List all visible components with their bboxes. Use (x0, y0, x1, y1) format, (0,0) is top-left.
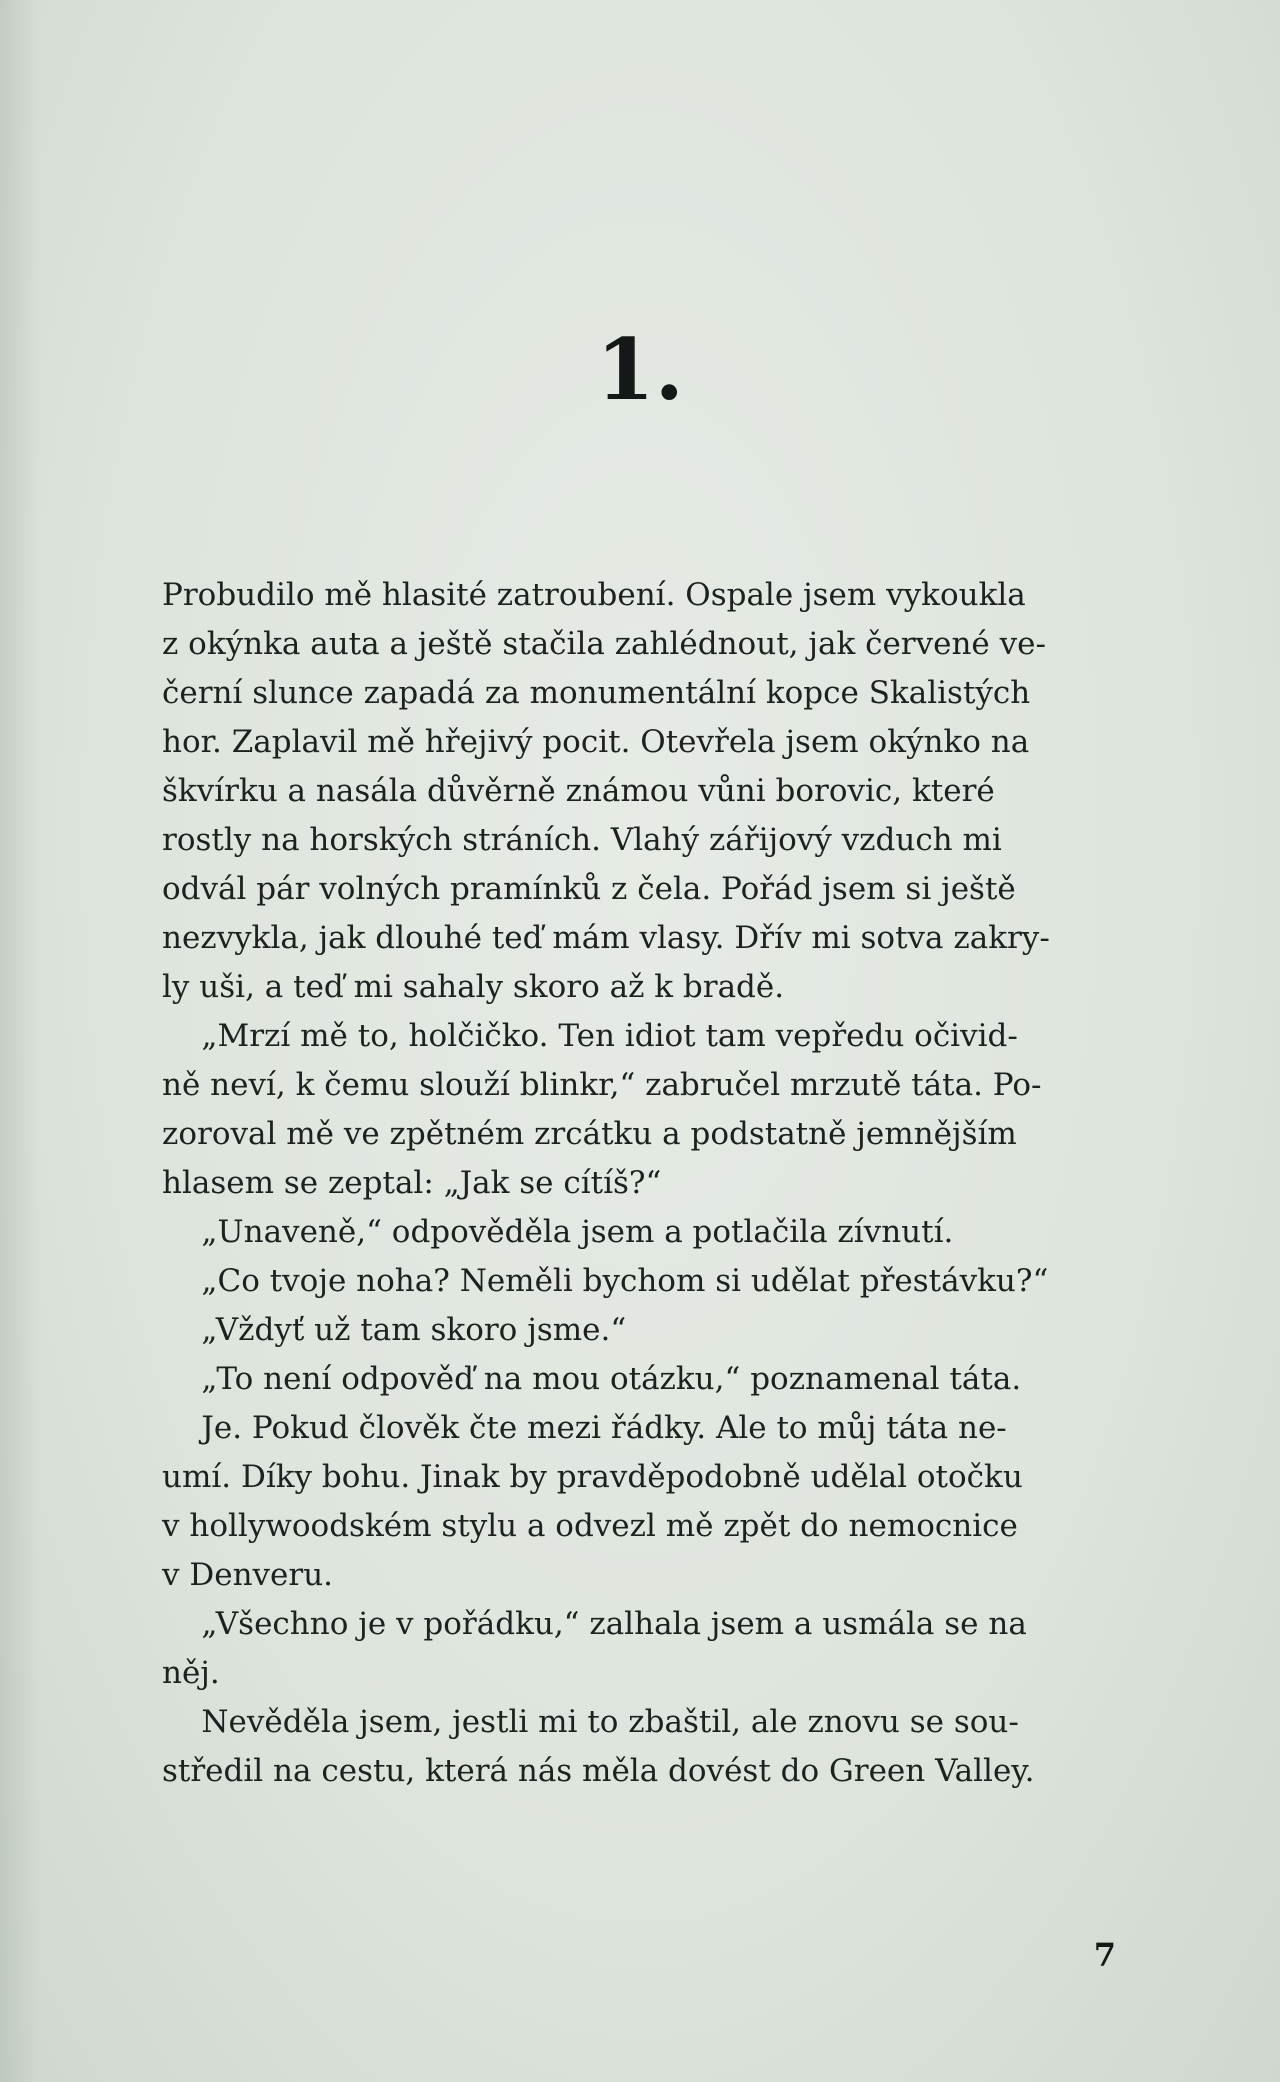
text-line: v Denveru. (162, 1557, 334, 1593)
chapter-body-text (162, 571, 1102, 1796)
text-line: „Mrzí mě to, holčičko. Ten idiot tam vepředu očivid- (162, 1018, 1018, 1054)
text-line: „Vždyť už tam skoro jsme.“ (162, 1312, 627, 1348)
text-line: zoroval mě ve zpětném zrcátku a podstatně jemnějším (162, 1116, 1017, 1152)
text-line: černí slunce zapadá za monumentální kopce Skalistých (162, 675, 1031, 711)
text-line: středil na cestu, která nás měla dovést do Green Valley. (162, 1753, 1035, 1789)
text-line: ně neví, k čemu slouží blinkr,“ zabručel mrzutě táta. Po- (162, 1067, 1042, 1103)
text-line: nezvykla, jak dlouhé teď mám vlasy. Dřív mi sotva zakry- (162, 920, 1050, 956)
text-line: odvál pár volných pramínků z čela. Pořád jsem si ještě (162, 871, 1016, 907)
text-line: škvírku a nasála důvěrně známou vůni borovic, které (162, 773, 995, 809)
text-line: „Unaveně,“ odpověděla jsem a potlačila zívnutí. (162, 1214, 954, 1250)
text-line: v hollywoodském stylu a odvezl mě zpět do nemocnice (162, 1508, 1018, 1544)
text-line: „Všechno je v pořádku,“ zalhala jsem a usmála se na (162, 1606, 1027, 1642)
text-line: z okýnka auta a ještě stačila zahlédnout, jak červené ve- (162, 626, 1046, 662)
page-number: 7 (1093, 1936, 1116, 1974)
text-line: hor. Zaplavil mě hřejivý pocit. Otevřela jsem okýnko na (162, 724, 1030, 760)
text-line: hlasem se zeptal: „Jak se cítíš?“ (162, 1165, 662, 1201)
text-line: Nevěděla jsem, jestli mi to zbaštil, ale znovu se sou- (162, 1704, 1019, 1740)
text-line: „To není odpověď na mou otázku,“ poznamenal táta. (162, 1361, 1022, 1397)
chapter-number: 1. (596, 320, 684, 419)
text-line: Probudilo mě hlasité zatroubení. Ospale jsem vykoukla (162, 577, 1026, 613)
text-line: umí. Díky bohu. Jinak by pravděpodobně udělal otočku (162, 1459, 1023, 1495)
text-line: rostly na horských stráních. Vlahý zářijový vzduch mi (162, 822, 1002, 858)
text-line: Je. Pokud člověk čte mezi řádky. Ale to můj táta ne- (162, 1410, 1007, 1446)
text-line: něj. (162, 1655, 220, 1691)
page-gutter-shadow (0, 0, 40, 2082)
text-line: „Co tvoje noha? Neměli bychom si udělat přestávku?“ (162, 1263, 1049, 1299)
text-line: ly uši, a teď mi sahaly skoro až k bradě. (162, 969, 785, 1005)
